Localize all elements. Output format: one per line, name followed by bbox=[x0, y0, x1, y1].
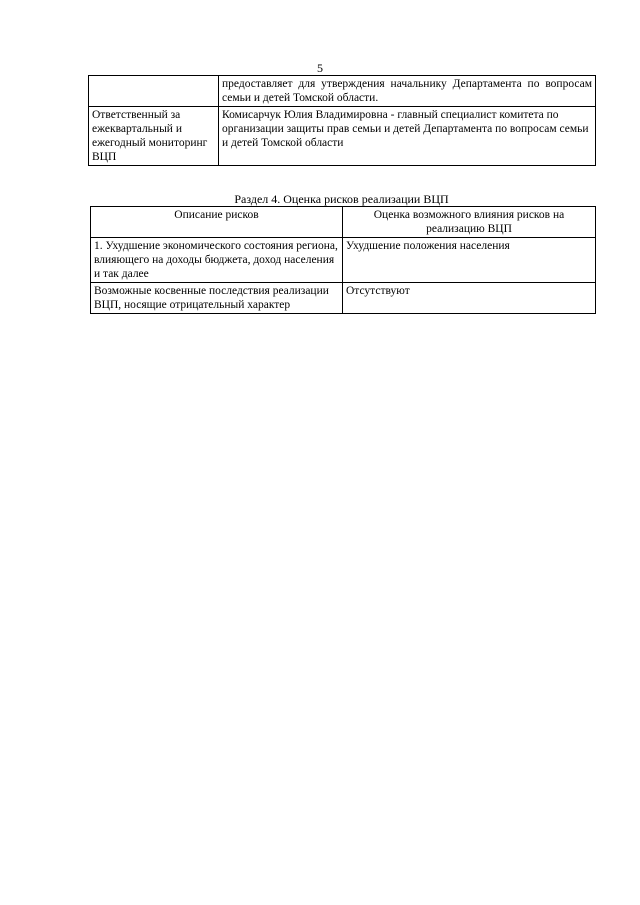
row-text: Комисарчук Юлия Владимировна - главный специалист комитета по организации защиты прав семьи и детей Департамента по вопросам семьи и детей Томской области bbox=[219, 107, 596, 166]
table-row bbox=[89, 107, 596, 166]
row-label: Ответственный за ежеквартальный и ежегодный мониторинг ВЦП bbox=[89, 107, 219, 166]
risk-description: 1. Ухудшение экономического состояния региона, влияющего на доходы бюджета, доход населения и так далее bbox=[91, 238, 343, 283]
risk-impact: Ухудшение положения населения bbox=[343, 238, 596, 283]
table-header-row bbox=[91, 207, 596, 238]
column-header-impact: Оценка возможного влияния рисков на реализацию ВЦП bbox=[343, 207, 596, 238]
row-label bbox=[89, 76, 219, 107]
risk-description: Возможные косвенные последствия реализации ВЦП, носящие отрицательный характер bbox=[91, 283, 343, 314]
row-text: предоставляет для утверждения начальнику Департамента по вопросам семьи и детей Томской области. bbox=[219, 76, 596, 107]
table-row bbox=[91, 238, 596, 283]
risk-impact: Отсутствуют bbox=[343, 283, 596, 314]
table-row bbox=[89, 76, 596, 107]
risks-table bbox=[90, 206, 596, 314]
section-title: Раздел 4. Оценка рисков реализации ВЦП bbox=[234, 192, 449, 206]
page-number: 5 bbox=[317, 61, 323, 75]
table-row bbox=[91, 283, 596, 314]
responsibility-table bbox=[88, 75, 596, 166]
column-header-description: Описание рисков bbox=[91, 207, 343, 238]
